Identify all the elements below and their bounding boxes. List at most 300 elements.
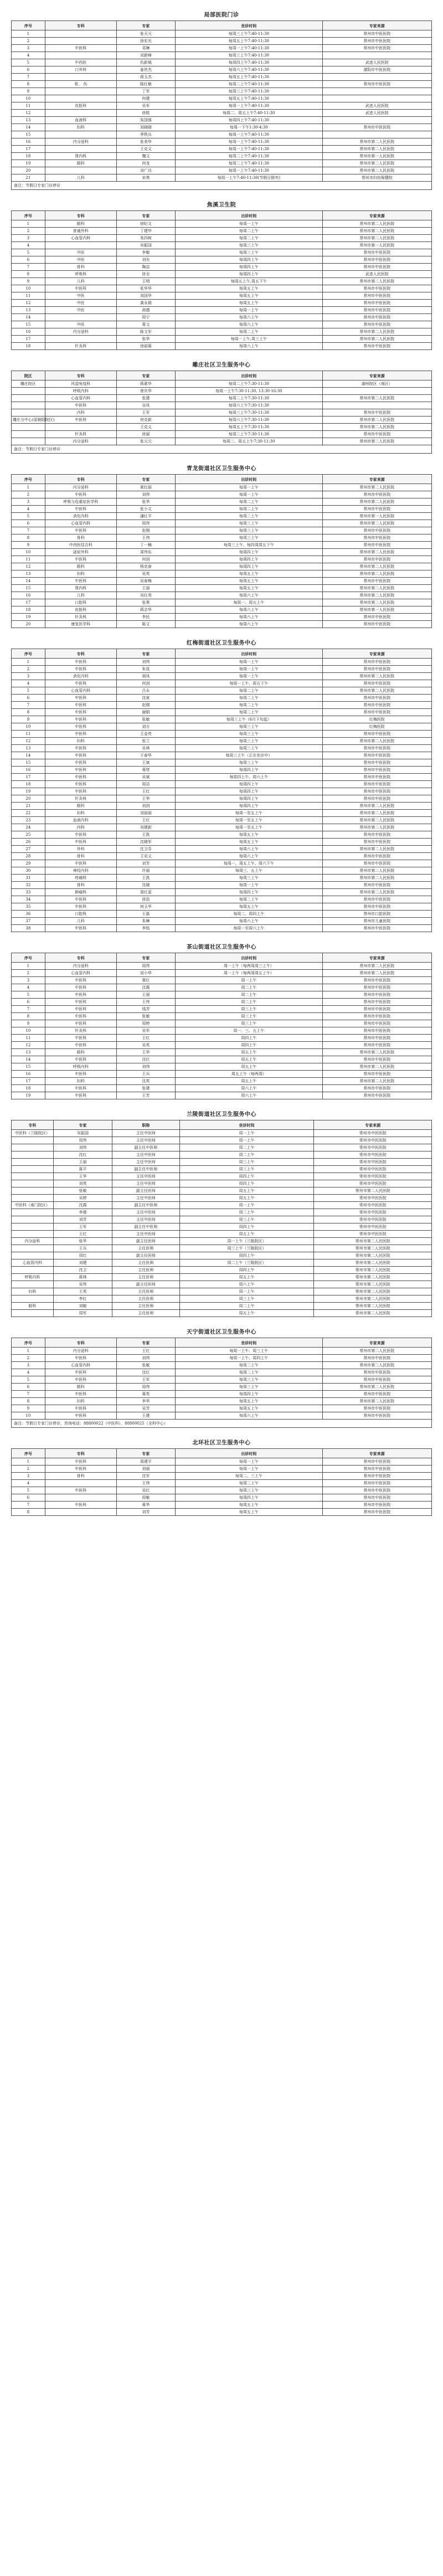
table-cell: 每周六上午 — [175, 343, 322, 350]
table-cell: 周一上午（每两周周五上午） — [175, 970, 322, 977]
table-cell: 中医科 — [45, 745, 116, 752]
table-cell: 中医科 — [45, 556, 116, 563]
table-cell: 王军 — [116, 409, 175, 417]
table-cell: 中医科 — [45, 1006, 116, 1013]
table-cell: 1 — [12, 1348, 45, 1355]
table-cell — [322, 402, 431, 409]
table-cell: 11 — [12, 102, 45, 110]
table-cell: 常州市中医医院 — [322, 1006, 431, 1013]
table-cell: 每周二上午 — [175, 1362, 322, 1369]
table-row — [12, 74, 432, 81]
table-cell: 常州市中医医院 — [322, 249, 431, 256]
table-cell: 8 — [12, 271, 45, 278]
table-cell: 主任医师 — [112, 1303, 179, 1310]
table-cell: 2 — [12, 1355, 45, 1362]
table-cell: 每周一至五上午 — [175, 810, 322, 817]
table-row — [12, 1013, 432, 1020]
table-row — [12, 1398, 432, 1405]
table-cell: 妇科 — [45, 1078, 116, 1085]
table-cell: 针灸科 — [45, 431, 116, 438]
table-cell: 泌尿外科 — [45, 549, 116, 556]
table-row — [12, 52, 432, 59]
table-cell: 周伟 — [116, 963, 175, 970]
column-header: 专家来源 — [322, 371, 431, 381]
table-cell: 曾庆华 — [116, 388, 175, 395]
table-cell: 周一、三、五上午 — [175, 1027, 322, 1035]
table-cell: 每周四上午 — [175, 264, 322, 271]
table-cell: 主任医师 — [112, 1288, 179, 1295]
table-cell: 王伟 — [116, 999, 175, 1006]
table-cell: 骨科 — [45, 264, 116, 271]
table-cell: 常州市中医医院 — [322, 925, 431, 932]
table-row — [12, 292, 432, 300]
table-cell — [12, 1166, 54, 1173]
table-cell: 14 — [12, 314, 45, 321]
table-row — [12, 984, 432, 991]
table-cell: 2 — [12, 666, 45, 673]
table-row — [12, 542, 432, 549]
table-cell: 每周一至周六上午 — [175, 925, 322, 932]
table-cell: 6 — [12, 520, 45, 527]
table-cell: 每周三上午 — [175, 1487, 322, 1494]
table-cell: 朱琳 — [116, 918, 175, 925]
table-cell: 每周四上午 — [175, 1391, 322, 1398]
schedule-section — [11, 200, 432, 350]
table-cell: 妇科 — [45, 570, 116, 578]
table-row — [12, 549, 432, 556]
table-cell: 常州市第二人民医院 — [322, 1348, 431, 1355]
table-cell: 中医科 — [45, 285, 116, 292]
table-cell: 周三上午 — [175, 1013, 322, 1020]
table-cell: 常州市第二人民医院 — [322, 687, 431, 695]
table-cell: 每周一上午7:40-11:30 — [175, 45, 322, 52]
table-cell: 溧阳市中医医院 — [322, 66, 431, 74]
table-cell: 常州市中医医院 — [322, 1480, 431, 1487]
table-cell: 眼科 — [45, 1384, 116, 1391]
table-cell: 何龙 — [116, 160, 175, 167]
table-cell: 张敏 — [116, 1013, 175, 1020]
table-row — [12, 146, 432, 153]
table-row — [12, 66, 432, 74]
table-row — [12, 767, 432, 774]
table-cell — [45, 1480, 116, 1487]
table-cell: 吴婷 — [53, 1195, 112, 1202]
table-row — [12, 680, 432, 687]
table-cell: 每周三上午 — [175, 1384, 322, 1391]
table-cell: 吴振国 — [53, 1130, 112, 1137]
table-cell: 每周四上午7:40-11:30 — [175, 117, 322, 124]
table-cell: 常州市第二人民医院 — [322, 817, 431, 824]
column-header: 出诊时间 — [175, 649, 322, 659]
table-cell: 常州市第二人民医院 — [322, 220, 431, 228]
table-cell: 常州市第二人民医院 — [322, 167, 431, 174]
table-cell: 王英 — [53, 1288, 112, 1295]
schedule-table — [11, 210, 432, 350]
column-header: 序号 — [12, 211, 45, 220]
table-row — [12, 285, 432, 292]
table-cell: 中医科 — [45, 1376, 116, 1384]
table-cell: 王建 — [116, 1412, 175, 1420]
table-row — [12, 810, 432, 817]
table-cell: 周红 — [53, 1252, 112, 1259]
table-cell: 常州市第二人民医院 — [322, 1049, 431, 1056]
table-cell: 吴伟 — [53, 1281, 112, 1288]
table-cell: 12 — [12, 738, 45, 745]
table-cell: 常州市中医医院 — [322, 839, 431, 846]
table-row — [12, 599, 432, 606]
table-cell: 副主任医师 — [112, 1238, 179, 1245]
table-cell: 11 — [12, 731, 45, 738]
table-cell: 常州市中医医院 — [322, 1020, 431, 1027]
table-cell: 每周一上午7:40-11:30 — [175, 167, 322, 174]
table-row — [12, 788, 432, 795]
table-cell: 中医科 — [45, 716, 116, 723]
table-cell: 每周一上午 — [175, 1458, 322, 1466]
table-cell: 心血管内科 — [45, 970, 116, 977]
table-cell: 周伟 — [53, 1137, 112, 1144]
table-cell: 蒋素华 — [116, 381, 175, 388]
table-cell: 刘建 — [53, 1259, 112, 1267]
table-cell: 沈卫 — [53, 1267, 112, 1274]
table-cell: 8 — [12, 534, 45, 542]
table-cell: 14 — [12, 752, 45, 759]
table-cell: 刘芳 — [116, 1509, 175, 1516]
table-cell: 陈文军 — [116, 328, 175, 336]
table-cell: 12 — [12, 563, 45, 570]
table-cell: 周四上午 — [179, 1223, 314, 1231]
table-cell: 妇科 — [45, 738, 116, 745]
table-cell: 张敏 — [116, 1362, 175, 1369]
table-cell: 刘伟 — [53, 1144, 112, 1151]
table-cell: 每周一上午,周三上午 — [175, 336, 322, 343]
table-row — [12, 795, 432, 803]
table-cell: 常州市中医医院 — [322, 45, 431, 52]
table-cell: 常州市第二人民医院 — [322, 889, 431, 896]
table-cell: 周五上午 — [175, 1063, 322, 1071]
table-cell: 王丽 — [116, 991, 175, 999]
table-cell: 常州市中医医院 — [314, 1130, 432, 1137]
table-cell: 王克义 — [116, 146, 175, 153]
table-cell: 王红 — [53, 1231, 112, 1238]
table-row — [12, 1144, 432, 1151]
table-cell: 每周一上午7:30-11:30, 13:30-16:30 — [175, 388, 322, 395]
table-cell: 中医科 — [45, 1092, 116, 1099]
table-cell: 常州市中医医院 — [322, 292, 431, 300]
table-cell: 7 — [12, 1391, 45, 1398]
table-cell: 每周六上午 — [175, 1412, 322, 1420]
table-cell: 常州市第二人民医院 — [322, 484, 431, 491]
table-cell: 常州市中医医院 — [322, 1509, 431, 1516]
table-row — [12, 831, 432, 839]
table-cell: 19 — [12, 160, 45, 167]
table-cell: 常州市第二人民医院 — [322, 810, 431, 817]
table-cell: 常州市中医医院 — [322, 666, 431, 673]
table-row — [12, 752, 432, 759]
table-row — [12, 614, 432, 621]
table-cell: 中医科 — [45, 831, 116, 839]
table-cell: 儿科 — [45, 278, 116, 285]
table-cell: 常州市第二人民医院 — [322, 417, 431, 424]
table-cell — [12, 1231, 54, 1238]
table-cell: 心血管内科 — [45, 520, 116, 527]
table-row — [12, 1137, 432, 1144]
table-cell: 常州市第二人民医院 — [314, 1295, 432, 1303]
section-title: 焦溪卫生院 — [207, 202, 236, 208]
table-cell: 王兵 — [116, 1071, 175, 1078]
table-row — [12, 695, 432, 702]
column-header: 专家来源 — [314, 1120, 432, 1130]
table-cell: 常州市第二人民医院 — [314, 1310, 432, 1317]
table-cell: 康复医学科 — [45, 621, 116, 628]
table-cell: 每周四上午 — [175, 1494, 322, 1502]
table-cell: 周二上午 — [179, 1209, 314, 1216]
table-row — [12, 491, 432, 498]
column-header: 专家 — [116, 1449, 175, 1458]
table-cell: 呼吸内科 — [12, 1274, 54, 1281]
table-cell: 刘光 — [116, 256, 175, 264]
table-cell — [12, 1151, 54, 1159]
table-cell: 每周二上午 — [175, 896, 322, 903]
table-cell: 3 — [12, 45, 45, 52]
table-cell: 骨科 — [45, 882, 116, 889]
section-title: 青龙街道社区卫生服务中心 — [187, 466, 256, 472]
table-cell: 常州市第二人民医院 — [322, 235, 431, 242]
table-row — [12, 1487, 432, 1494]
table-cell: 张勇 — [116, 599, 175, 606]
table-cell: 骨科 — [45, 853, 116, 860]
table-cell: 26 — [12, 839, 45, 846]
table-cell: 中医科 — [45, 723, 116, 731]
table-cell: 常州市口腔医院 — [322, 911, 431, 918]
table-cell: 皮肤科 — [45, 102, 116, 110]
table-row — [12, 1473, 432, 1480]
table-cell — [45, 167, 116, 174]
table-cell: 主任中医师 — [112, 1130, 179, 1137]
table-cell: 中医科 — [45, 839, 116, 846]
table-cell: 常州市中医医院 — [322, 882, 431, 889]
table-row — [12, 138, 432, 146]
table-cell: 中医科 — [45, 417, 116, 424]
table-cell: 常州市中医医院 — [314, 1137, 432, 1144]
table-cell: 呼吸与危重症医学科 — [45, 498, 116, 506]
table-cell — [322, 388, 431, 395]
table-header-row — [12, 1120, 432, 1130]
table-row — [12, 1412, 432, 1420]
section-title: 天宁街道社区卫生服务中心 — [187, 1329, 256, 1335]
table-cell: 常州市中医医院 — [322, 1405, 431, 1412]
table-cell: 中医科 — [45, 1035, 116, 1042]
table-cell: 蒋志华 — [116, 606, 175, 614]
table-cell: 每周一上午 — [175, 484, 322, 491]
section-title: 雕庄社区卫生服务中心 — [192, 362, 251, 368]
column-header: 坐诊时间 — [175, 1338, 322, 1348]
table-row — [12, 803, 432, 810]
table-cell: 常州市中医医院 — [322, 321, 431, 328]
table-cell — [45, 1494, 116, 1502]
table-cell: 常州市中医医院 — [322, 1056, 431, 1063]
table-cell: 副主任中医师 — [112, 1223, 179, 1231]
table-cell: 每周一上午 — [175, 307, 322, 314]
table-row — [12, 970, 432, 977]
table-cell: 何玉华 — [116, 903, 175, 911]
table-row — [12, 889, 432, 896]
table-cell: 30 — [12, 867, 45, 875]
table-cell: 主任中医师 — [112, 1216, 179, 1223]
table-cell: 每周二上午 — [175, 498, 322, 506]
table-row — [12, 723, 432, 731]
section-note: 备注：节假日专家门诊停诊 — [11, 445, 432, 454]
table-cell: 每周五上午7:40-11:30 — [175, 74, 322, 81]
table-cell: 中医 — [45, 256, 116, 264]
schedule-section — [11, 1109, 432, 1317]
table-cell: 常州市中医医院 — [314, 1231, 432, 1238]
table-cell: 常州市中医医院 — [322, 999, 431, 1006]
table-cell: 主任医师 — [112, 1295, 179, 1303]
table-cell: 每周二上午 — [175, 687, 322, 695]
table-cell: 吴军 — [116, 102, 175, 110]
table-cell: 25 — [12, 831, 45, 839]
column-header: 专科 — [45, 211, 116, 220]
table-cell: 每周二上午 — [175, 702, 322, 709]
table-row — [12, 570, 432, 578]
table-row — [12, 759, 432, 767]
table-cell: 常州市中医医院 — [322, 614, 431, 621]
table-cell: 常州市中医医院 — [322, 1391, 431, 1398]
table-cell: 周四上午 — [175, 1042, 322, 1049]
table-cell: 邓琳 — [116, 45, 175, 52]
table-cell: 6 — [12, 695, 45, 702]
table-cell: 妇科 — [45, 810, 116, 817]
table-cell: 每周一上午7:40-11:30 — [175, 146, 322, 153]
table-row — [12, 1480, 432, 1487]
table-row — [12, 896, 432, 903]
table-cell: 季铁兵 — [116, 131, 175, 138]
table-cell — [12, 424, 45, 431]
table-cell: 常州市中医医院 — [322, 124, 431, 131]
table-cell: 每周六上午 — [175, 846, 322, 853]
table-row — [12, 1238, 432, 1245]
table-row — [12, 963, 432, 970]
table-cell: 常州市中医医院 — [322, 896, 431, 903]
table-cell: 常州市中医医院 — [322, 709, 431, 716]
column-header: 出诊时间 — [175, 1449, 322, 1458]
table-cell: 7 — [12, 702, 45, 709]
table-cell: 中医科 — [45, 767, 116, 774]
table-row — [12, 1274, 432, 1281]
table-cell: 20 — [12, 167, 45, 174]
table-cell: 常州市中医医院 — [322, 556, 431, 563]
table-cell: 每周五上午 — [175, 1509, 322, 1516]
column-header: 出诊时间 — [175, 953, 322, 963]
table-cell: 周婷 — [116, 1020, 175, 1027]
table-row — [12, 1466, 432, 1473]
table-cell: 18 — [12, 153, 45, 160]
table-row — [12, 1259, 432, 1267]
column-header: 坐诊时间 — [175, 21, 322, 30]
table-cell: 常州市第二人民医院 — [322, 498, 431, 506]
table-cell: 妇科 — [12, 1288, 54, 1295]
table-cell: 常州市中医医院 — [322, 621, 431, 628]
column-header: 序号 — [12, 21, 45, 30]
table-cell: 赵刚 — [116, 702, 175, 709]
table-cell — [12, 1223, 54, 1231]
table-cell: 6 — [12, 1384, 45, 1391]
table-cell: 周五上午 — [175, 1056, 322, 1063]
table-cell: 每周五上午7:30-11:30 — [175, 424, 322, 431]
table-cell: 每周一至五上午 — [175, 824, 322, 831]
table-cell: 张建 — [116, 395, 175, 402]
table-row — [12, 774, 432, 781]
table-cell: 周伟 — [116, 1384, 175, 1391]
table-cell: 周一上午 — [179, 1288, 314, 1295]
table-cell: 常州市中医医院 — [322, 1027, 431, 1035]
table-cell: 常州市中医医院 — [314, 1166, 432, 1173]
table-row — [12, 621, 432, 628]
table-cell: 眼科 — [12, 1303, 54, 1310]
table-row — [12, 687, 432, 695]
table-cell: 副主任医师 — [112, 1281, 179, 1288]
table-cell — [45, 95, 116, 102]
schedule-section — [11, 638, 432, 932]
table-cell: 9 — [12, 278, 45, 285]
table-cell: 宋勇 — [116, 174, 175, 182]
table-cell — [12, 402, 45, 409]
table-cell: 常州市第二人民医院 — [314, 1259, 432, 1267]
table-cell: 常州市中医医院 — [322, 853, 431, 860]
column-header: 专家 — [116, 1338, 175, 1348]
table-cell: 34 — [12, 896, 45, 903]
table-cell: 每周六上午 — [175, 621, 322, 628]
table-cell: 5 — [12, 991, 45, 999]
table-row — [12, 1376, 432, 1384]
table-cell — [45, 314, 116, 321]
table-cell: 每周六上午 — [175, 592, 322, 599]
table-cell: 主任医师 — [112, 1274, 179, 1281]
table-row — [12, 911, 432, 918]
table-cell: 周洁 — [116, 781, 175, 788]
table-cell: 呼吸内科 — [45, 388, 116, 395]
table-cell: 36 — [12, 911, 45, 918]
column-header: 院区 — [12, 371, 45, 381]
schedule-table — [11, 371, 432, 445]
table-cell: 中医科 — [45, 1458, 116, 1466]
table-cell: 18 — [12, 1085, 45, 1092]
table-header-row — [12, 371, 432, 381]
table-row — [12, 1187, 432, 1195]
table-cell: 16 — [12, 767, 45, 774]
table-cell: 许丽 — [116, 867, 175, 875]
table-cell: 18 — [12, 781, 45, 788]
table-cell: 眼科 — [45, 160, 116, 167]
table-cell: 每周二、周五上午7:40-11:30 — [175, 110, 322, 117]
table-cell: 王兵 — [53, 1245, 112, 1252]
table-cell: 周红雷 — [116, 889, 175, 896]
table-cell: 每周六上午 — [175, 853, 322, 860]
column-header: 序号 — [12, 1449, 45, 1458]
table-cell: 中医科 — [45, 1042, 116, 1049]
table-cell: 每周四上午、周六上午 — [175, 774, 322, 781]
table-cell: 常州市第二人民医院 — [322, 570, 431, 578]
table-cell: 刘敏 — [53, 1303, 112, 1310]
table-cell: 常州市中医医院 — [322, 702, 431, 709]
table-cell: 吴英 — [116, 570, 175, 578]
table-cell: 常州市中医医院 — [322, 578, 431, 585]
table-cell: 每周二上午7:30-11:30 — [175, 431, 322, 438]
table-cell: 常州市中医医院 — [322, 795, 431, 803]
table-cell: 常州市中医医院 — [322, 977, 431, 984]
schedule-section — [11, 1327, 432, 1428]
table-row — [12, 999, 432, 1006]
